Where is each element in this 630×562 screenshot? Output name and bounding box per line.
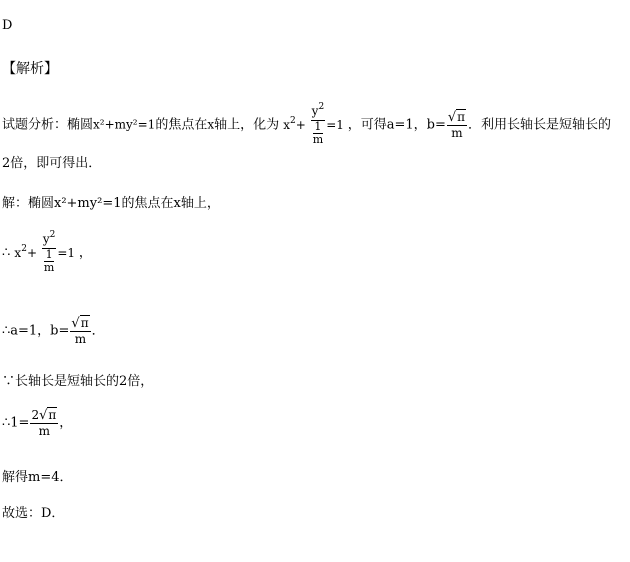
analysis-mid3: ，可得a=1，b=	[347, 117, 446, 133]
analysis-prefix: 试题分析：椭圆	[2, 117, 94, 133]
answer-letter: D	[2, 18, 13, 33]
analysis-heading: 【解析】	[2, 61, 58, 77]
solution-equation: ∴ $x^2+$ $\frac{y^2}{\frac{1}{m}}$ =1 ，	[2, 230, 92, 274]
solution-one-eq: ∴1= $\frac{2√\pi}{m}$ ，	[2, 408, 73, 438]
solution-choice: 故选：D．	[2, 506, 65, 521]
analysis-tail: ．利用长轴长是短轴长的	[468, 117, 612, 133]
b-fraction: $\frac{√\pi}{m}$	[447, 110, 466, 140]
analysis-line-1	[2, 104, 611, 146]
solution-intro: 解：椭圆x²+my²=1的焦点在x轴上，	[2, 196, 220, 211]
ellipse-equation: x²+my²=1	[93, 117, 156, 132]
solution-result: 解得m=4．	[2, 470, 73, 485]
y-over-one-over-m: $\frac{y^2}{\frac{1}{m}}$	[311, 102, 325, 146]
std-form-equation: $x^2+$ $\frac{y^2}{\frac{1}{m}}$ =1	[283, 102, 344, 146]
solution-because: ∵长轴长是短轴长的2倍，	[2, 374, 154, 389]
analysis-mid1: 的焦点在	[155, 117, 208, 133]
analysis-mid2: 轴上，化为	[214, 117, 280, 133]
analysis-line-2: 2倍，即可得出．	[2, 156, 102, 171]
solution-ab: ∴a=1，b= $\frac{√\pi}{m}$ ．	[2, 316, 105, 346]
x-var: x	[207, 117, 215, 132]
